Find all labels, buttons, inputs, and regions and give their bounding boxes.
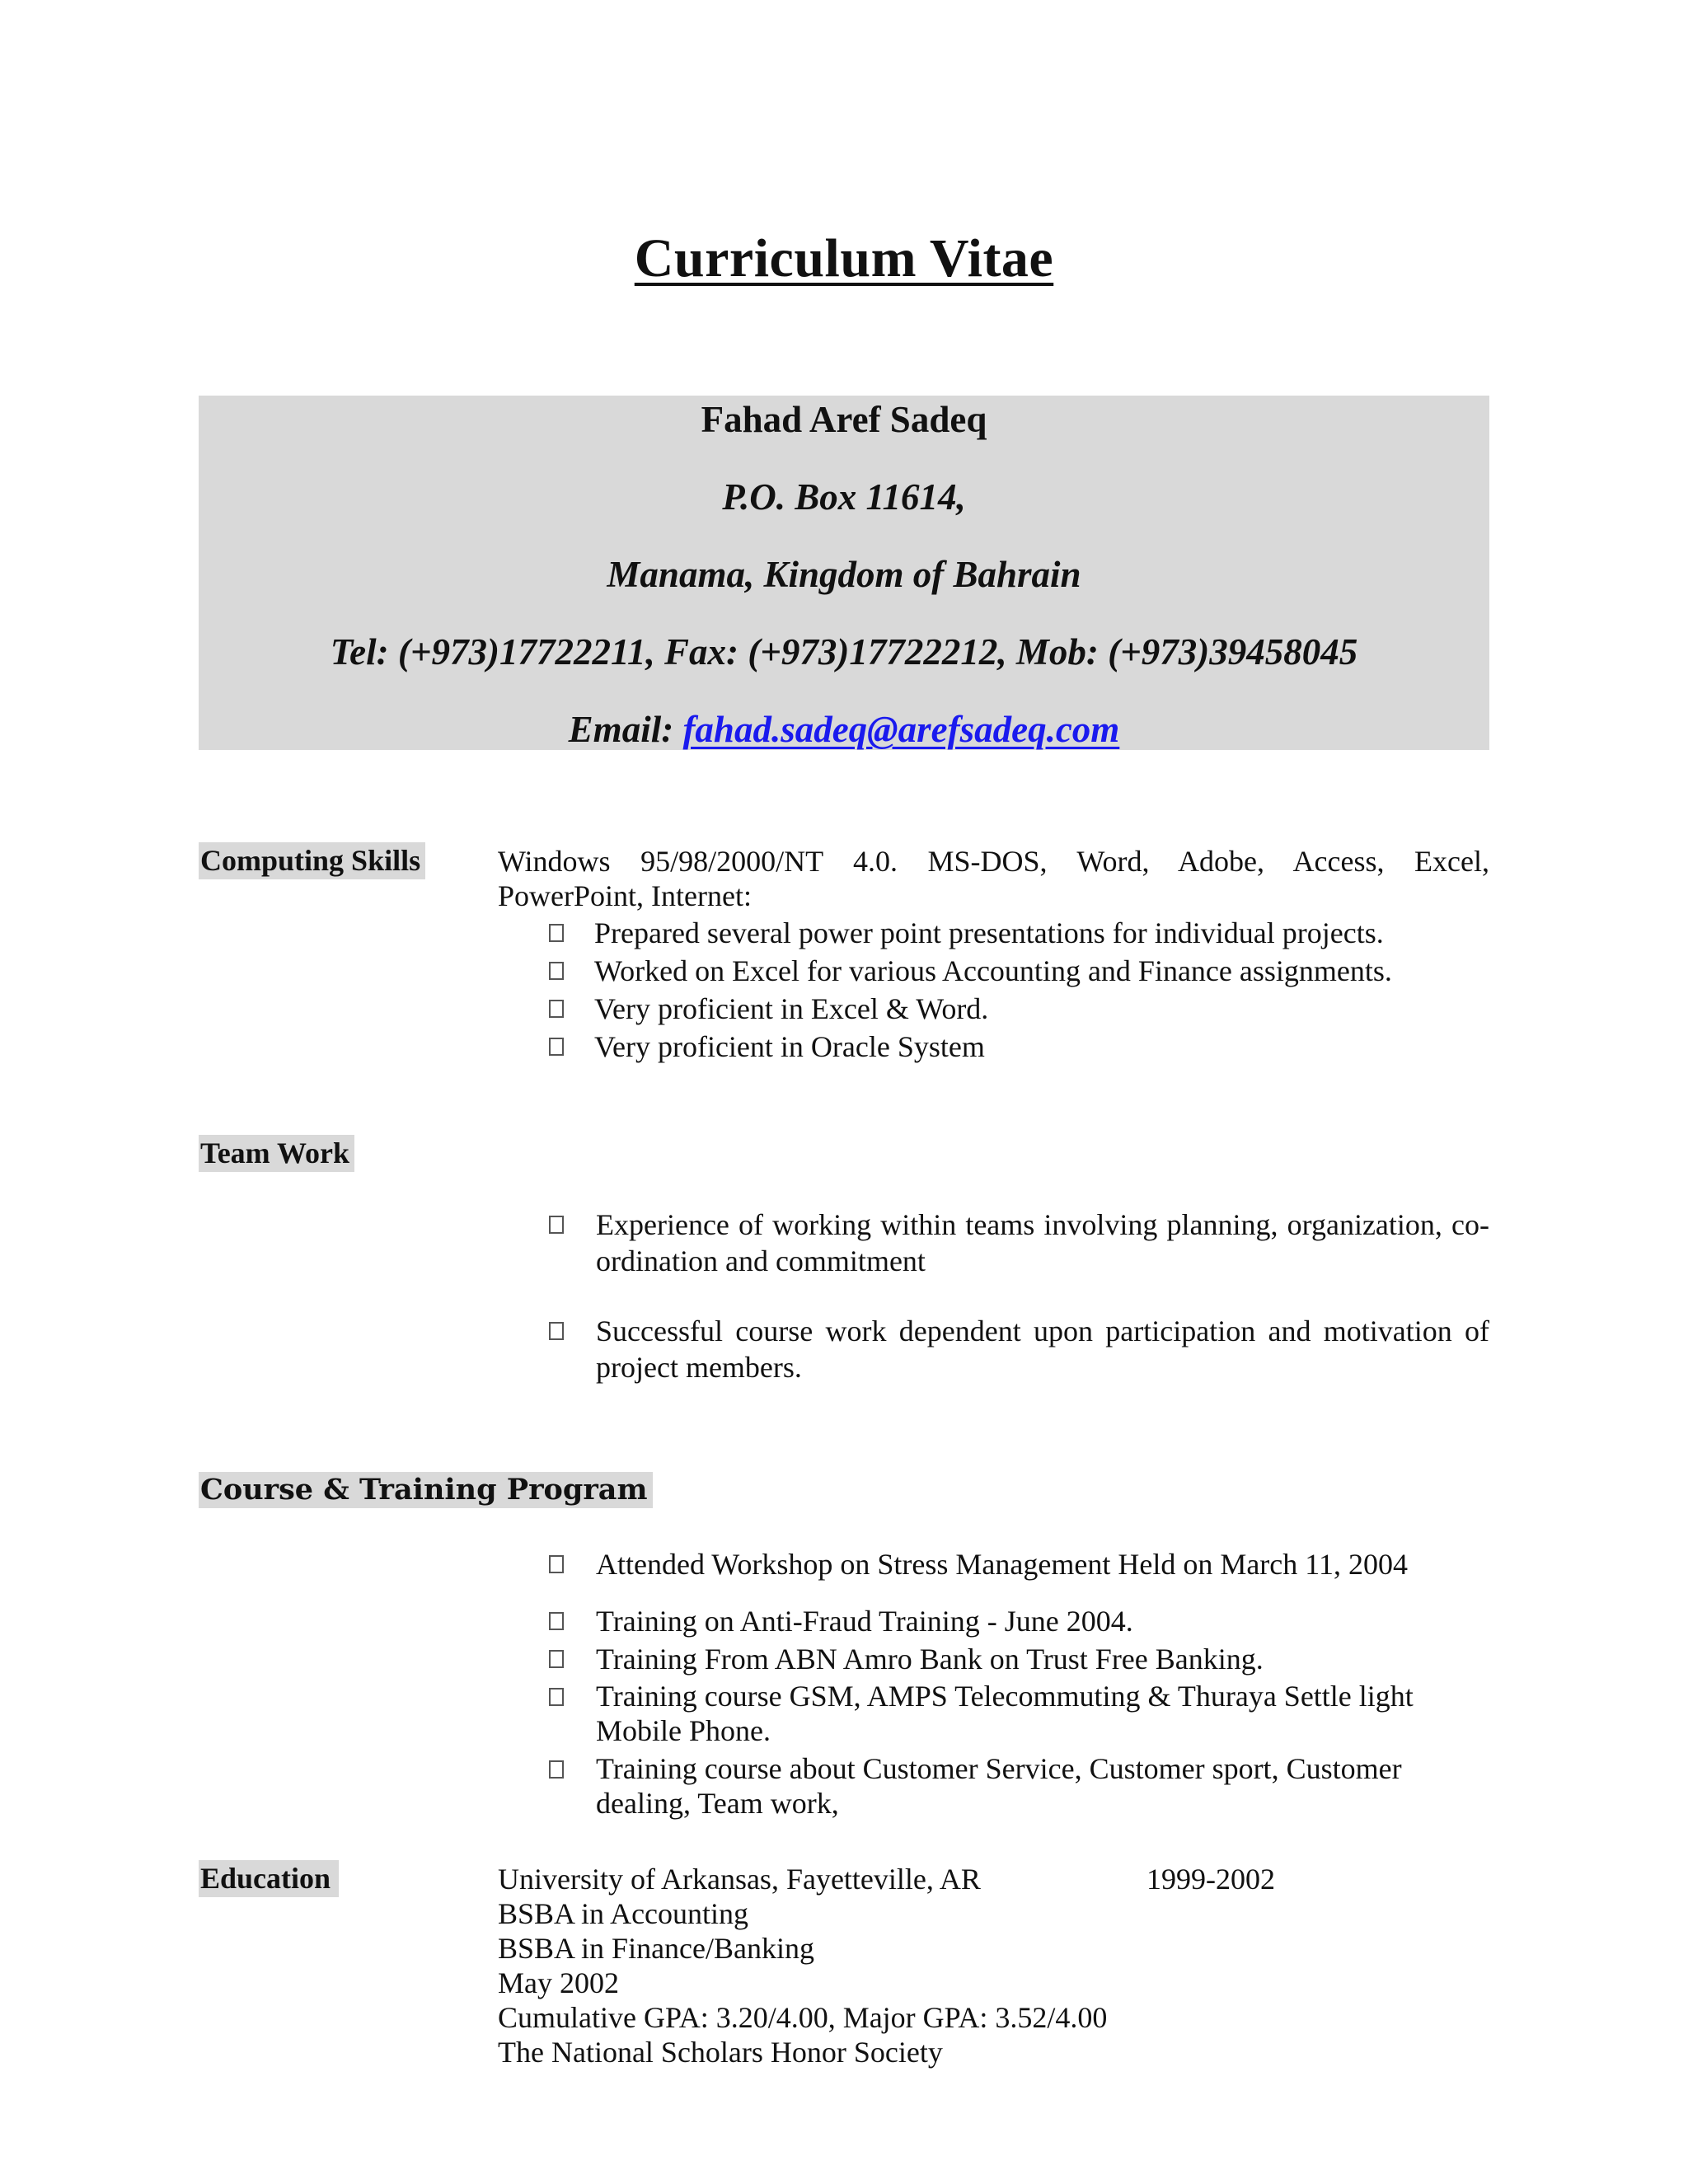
address-line-2: Manama, Kingdom of Bahrain [607, 554, 1081, 595]
email-line [0, 711, 1688, 748]
computing-skill-item: Prepared several power point presentations for individual projects. [594, 916, 1384, 949]
education-degree-2: BSBA in Finance/Banking [498, 1932, 815, 1965]
section-label-computing-skills: Computing Skills [199, 842, 425, 879]
education-honor-society: The National Scholars Honor Society [498, 2036, 943, 2069]
address-line-1: P.O. Box 11614, [722, 476, 966, 518]
checkbox-bullet-icon [549, 1322, 564, 1340]
checkbox-bullet-icon [549, 1612, 564, 1630]
checkbox-bullet-icon [549, 1216, 564, 1234]
training-item: Training From ABN Amro Bank on Trust Free Banking. [596, 1643, 1264, 1675]
team-work-item: Successful course work dependent upon participation and motivation of project members. [596, 1315, 1489, 1384]
training-item: Training on Anti-Fraud Training - June 2004. [596, 1605, 1133, 1638]
training-item: Attended Workshop on Stress Management Held on March 11, 2004 [596, 1548, 1408, 1581]
checkbox-bullet-icon [549, 1000, 564, 1018]
education-years: 1999-2002 [1146, 1863, 1275, 1896]
checkbox-bullet-icon [549, 1555, 564, 1573]
education-gpa: Cumulative GPA: 3.20/4.00, Major GPA: 3.52/4.00 [498, 2001, 1108, 2034]
checkbox-bullet-icon [549, 1038, 564, 1056]
checkbox-bullet-icon [549, 1760, 564, 1779]
computing-skills-intro-line-2: PowerPoint, Internet: [498, 879, 752, 912]
team-work-item: Experience of working within teams involving planning, organization, co-ordination and commitment [596, 1208, 1489, 1277]
applicant-name: Fahad Aref Sadeq [701, 399, 987, 440]
education-university: University of Arkansas, Fayetteville, AR [498, 1863, 981, 1896]
computing-skill-item: Very proficient in Oracle System [594, 1030, 985, 1063]
computing-skill-item: Very proficient in Excel & Word. [594, 992, 989, 1025]
education-graduation-date: May 2002 [498, 1966, 619, 1999]
checkbox-bullet-icon [549, 1650, 564, 1668]
training-item: Training course GSM, AMPS Telecommuting & Thuraya Settle light Mobile Phone. [596, 1680, 1414, 1747]
checkbox-bullet-icon [549, 924, 564, 942]
section-label-training: Course & Training Program [199, 1472, 653, 1508]
computing-skills-intro [498, 844, 1489, 913]
checkbox-bullet-icon [549, 962, 564, 980]
contact-numbers: Tel: (+973)17722211, Fax: (+973)17722212, Mob: (+973)39458045 [330, 631, 1358, 673]
section-label-team-work: Team Work [199, 1135, 354, 1172]
section-label-education: Education [199, 1860, 339, 1897]
computing-skills-intro-line-1: Windows 95/98/2000/NT 4.0. MS-DOS, Word, Adobe, Access, Excel, [498, 845, 1489, 878]
email-link[interactable]: fahad.sadeq@arefsadeq.com [682, 709, 1120, 750]
education-degree-1: BSBA in Accounting [498, 1897, 749, 1930]
training-item: Training course about Customer Service, Customer sport, Customer dealing, Team work, [596, 1752, 1402, 1820]
page-title: Curriculum Vitae [634, 228, 1054, 288]
checkbox-bullet-icon [549, 1688, 564, 1706]
email-label: Email: [568, 709, 683, 750]
computing-skill-item: Worked on Excel for various Accounting and Finance assignments. [594, 954, 1392, 987]
